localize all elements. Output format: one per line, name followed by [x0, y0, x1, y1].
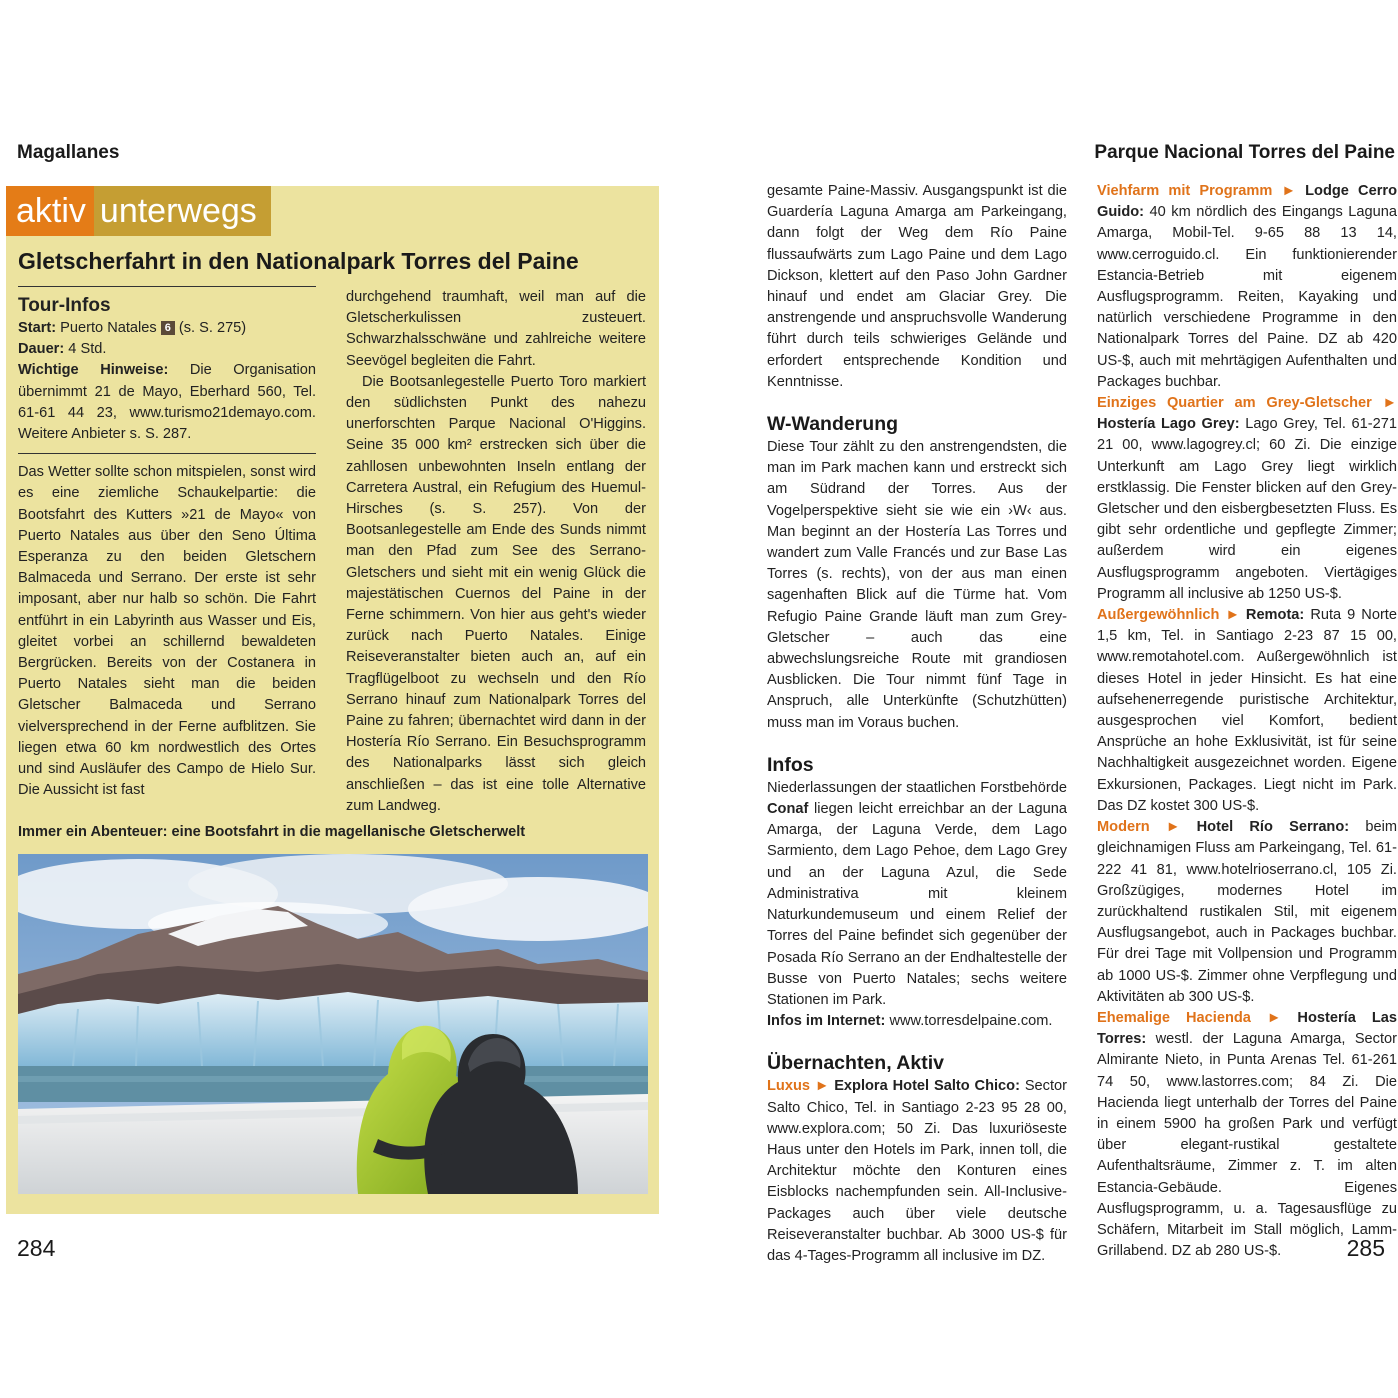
infos-text: [767, 778, 1067, 1011]
luxus-entry: [767, 1076, 1067, 1267]
entry-1-name: Lodge Cerro Guido:: [1097, 183, 1397, 221]
luxus-text: Sector Salto Chico, Tel. in Santiago 2-23 95 28 00, www.explora.com; 50 Zi. Das luxuriöseste Haus unter den Hotels im Park, innen toll, die Architektur möchte den Konturen eines Eisblocks nachempfunden sein. All-Inclusive-Packages auch über viele deutsche Reiseveranstalter buchbar. Ab 3000 US-$ für das 4-Tages-Programm all inclusive im DZ.: [767, 1078, 1068, 1264]
dauer-label: Dauer:: [18, 341, 65, 358]
glacier-boat-illustration: [18, 854, 648, 1194]
entry-5-label: Ehemalige Hacienda ►: [1097, 1009, 1282, 1026]
right-column-2: [1097, 181, 1397, 1262]
start-value: Puerto Natales: [60, 320, 157, 336]
luxus-name: Explora Hotel Salto Chico:: [834, 1078, 1020, 1095]
box-title: Gletscherfahrt in den Nationalpark Torres del Paine: [18, 248, 579, 274]
box-col1-paragraph: Das Wetter sollte schon mitspielen, sonst wird es eine ziemliche Schaukelpartie: die Bootsfahrt des Kutters »21 de Mayo« von Puerto Natales aus über den Seno Última Esperanza zu den beiden Gletschern Balmaceda und Serrano. Der erste ist sehr imposant, aber nur halb so schön. Die Fahrt entführt in ein Labyrinth aus Wasser und Eis, gleitet vorbei an schillernd bewaldeten Bergrücken. Bereits von der Costanera in Puerto Natales sieht man die beiden Gletscher Balmaceda und Serrano vielversprechend in der Ferne aufblitzen. Sie liegen etwa 60 km nordwestlich des Ortes und sind Ausläufer des Campo de Hielo Sur. Die Aussicht ist fast: [18, 464, 316, 799]
box-col2-paragraph-2: Die Bootsanlegestelle Puerto Toro markiert den südlichsten Punkt des nahezu unerforschten Parque Nacional O'Higgins. Seine 35 000 km² erstrecken sich über die zahllosen unbewohnten Inseln entlang der Carretera Austral, ein Refugium des Huemul-Hirsches (s. S. 257). Von der Bootsanlegestelle am Ende des Sunds nimmt man den Pfad zum See des Serrano-Gletschers und sieht mit ein wenig Glück die majestätischen Cuernos del Paine in der Ferne schimmern. Von hier aus geht's wieder zurück nach Puerto Natales. Einige Reiseveranstalter bieten auch an, auf ein Tragflügelboot zu wechseln und den Río Serrano hinauf zum Nationalpark Torres del Paine zu fahren; übernachtet wird dann in der Hostería Río Serrano. Ein Besuchsprogramm des Nationalparks lässt sich gleich anschließen – das ist eine tolle Alternative zum Landweg.: [346, 373, 646, 814]
page-number-right: 285: [1346, 1235, 1385, 1261]
entry-5-name: Hostería Las Torres:: [1097, 1009, 1397, 1048]
entry-2-text: Lago Grey, Tel. 61-271 21 00, www.lagogrey.cl; 60 Zi. Die einzige Unterkunft am Lago Grey liegt wirklich erstklassig. Die Fenster blicken auf den Grey-Gletscher und den eisbergbesetzten Fluss. Es gibt sehr ordentliche und gepflegte Zimmer; außerdem wird ein eigenes Ausflugsprogramm angeboten. Viertägiges Programm all inclusive ab 1250 US-$.: [1097, 416, 1397, 602]
glacier-photo: [18, 854, 648, 1194]
right-column-1: [767, 181, 1067, 1267]
tour-hinweise: [18, 360, 316, 445]
photo-caption: Immer ein Abenteuer: eine Bootsfahrt in die magellanische Gletscherwelt: [18, 824, 526, 840]
entry-4-label: Modern ►: [1097, 819, 1181, 836]
running-head-left: Magallanes: [17, 142, 120, 163]
entry-remota: [1097, 605, 1397, 817]
label-unterwegs: unterwegs: [94, 186, 271, 236]
w-wanderung-text: Diese Tour zählt zu den anstrengendsten, die man im Park machen kann und erstreckt sich am Südrand der Torres. Aus der Vogelperspektive sieht sie wie ein ›W‹ aus. Man beginnt an der Hostería Las Torres und wandert zum Valle Francés und zur Base Las Torres (s. rechts), von der aus man einen sagenhaften Blick auf die Türme hat. Vom Refugio Paine Grande läuft man zum Grey-Gletscher – auch das eine abwechslungsreiche Route mit grandiosen Ausblicken. Die Tour nimmt fünf Tage in Anspruch, alle Unterkünfte (Schutzhütten) muss man im Voraus buchen.: [767, 439, 1067, 731]
entry-lodge-cerro-guido: [1097, 181, 1397, 393]
entry-5-text: westl. der Laguna Amarga, Sector Almirante Nieto, in Punta Arenas Tel. 61-261 74 50, www.lastorres.com; 84 Zi. Die Hacienda liegt unterhalb der Torres del Paine in einem 5900 ha großen Park und verfügt über elegant-rustikal gestaltete Aufenthaltsräume, Zimmer z. T. im alten Estancia-Gebäude. Eigenes Ausflugsprogramm, u. a. Tagesausflüge zu Schäfern, Mitarbeit im Stall möglich, Lamm-Grillabend. DZ ab 280 US-$.: [1097, 1031, 1397, 1260]
entry-2-label: Einziges Quartier am Grey-Gletscher ►: [1097, 395, 1397, 412]
box-col2-paragraph-1: durchgehend traumhaft, weil man auf die Gletscherkulissen zusteuert. Schwarzhalsschwäne und zahlreiche weitere Seevögel begleiten die Fahrt.: [346, 289, 646, 369]
tour-dauer: [18, 339, 316, 360]
uebernachten-heading: Übernachten, Aktiv: [767, 1052, 944, 1075]
intro-paragraph: gesamte Paine-Massiv. Ausgangspunkt ist die Guardería Laguna Amarga am Parkeingang, dann folgt der Weg dem Río Paine flussaufwärts zum Lago Paine und dem Lago Dickson, klettert auf den Paso John Gardner hinauf und endet am Glaciar Grey. Die anstrengende und anspruchsvolle Wanderung führt durch teils schwieriges Gelände und erfordert entsprechende Kondition und Kenntnisse.: [767, 183, 1067, 390]
map-number-badge: 6: [161, 321, 175, 335]
entry-hosteria-las-torres: [1097, 1008, 1397, 1262]
conaf-name: Conaf: [767, 801, 809, 818]
luxus-label: Luxus ►: [767, 1078, 830, 1095]
infos-internet: [767, 1011, 1067, 1032]
entry-hotel-rio-serrano: [1097, 817, 1397, 1008]
entry-hosteria-lago-grey: [1097, 393, 1397, 605]
dauer-value: 4 Std.: [68, 341, 107, 358]
entry-4-name: Hotel Río Serrano:: [1196, 819, 1350, 836]
w-wanderung-heading: W-Wanderung: [767, 413, 899, 436]
box-column-2: [346, 287, 646, 817]
internet-label: Infos im Internet:: [767, 1013, 886, 1030]
entry-2-name: Hostería Lago Grey:: [1097, 416, 1240, 433]
entry-3-label: Außergewöhnlich ►: [1097, 607, 1240, 624]
infos-text-1: Niederlassungen der staatlichen Forstbehörde: [767, 779, 1067, 796]
internet-value: www.torresdelpaine.com.: [889, 1013, 1053, 1030]
tour-infos-heading: Tour-Infos: [18, 295, 111, 316]
aktiv-unterwegs-box: [6, 186, 659, 1214]
box-column-1: [18, 292, 316, 801]
start-ref: (s. S. 275): [178, 320, 247, 336]
infos-heading: Infos: [767, 753, 814, 776]
rule-top: [18, 286, 316, 287]
rule-tour-bottom: [18, 453, 316, 454]
entry-3-name: Remota:: [1245, 607, 1305, 624]
infos-text-2: liegen leicht erreichbar an der Laguna Amarga, der Laguna Verde, dem Lago Sarmiento, dem Lago Pehoe, dem Lago Grey und an der Laguna Azul, die Sede Administrativa mit kleinem Naturkundemuseum und einem Relief der Torres del Paine befindet sich gegenüber der Posada Río Serrano an der Endhaltestelle der Busse von Puerto Natales; sechs weitere Stationen im Park.: [767, 801, 1067, 1008]
running-head-right: Parque Nacional Torres del Paine: [1094, 142, 1395, 163]
label-aktiv: aktiv: [6, 186, 94, 236]
entry-1-label: Viehfarm mit Programm ►: [1097, 183, 1296, 199]
page-number-left: 284: [17, 1235, 56, 1261]
hinweise-value: Die Organisation übernimmt 21 de Mayo, Eberhard 560, Tel. 61-61 44 23, www.turismo21demayo.com. Weitere Anbieter s. S. 287.: [18, 362, 316, 443]
entry-1-text: 40 km nördlich des Eingangs Laguna Amarga, Mobil-Tel. 9-65 88 13 14, www.cerroguido.cl. Ein funktionierender Estancia-Betrieb mit eigenem Ausflugsprogramm. Reiten, Kayaking und natürlich verschiedene Programme in den Nationalpark Torres del Paine. DZ ab 420 US-$, auch mit mehrtägigen Aufenthalten und Packages buchbar.: [1097, 204, 1397, 390]
tour-start: [18, 318, 316, 339]
entry-4-text: beim gleichnamigen Fluss am Parkeingang, Tel. 61-222 41 81, www.hotelrioserrano.cl, 105 Zi. Großzügiges, modernes Hotel im zurückhaltend rustikalen Stil, mit eigenem Ausflugsangebot, auch in Packages buchbar. Für drei Tage mit Vollpension und Programm ab 1000 US-$. Zimmer ohne Verpflegung und Aktivitäten ab 300 US-$.: [1097, 819, 1398, 1005]
entry-3-text: Ruta 9 Norte 1,5 km, Tel. in Santiago 2-23 87 15 00, www.remotahotel.com. Außergewöhnlich ist dieses Hotel in jeder Hinsicht. Es hat eine aufsehenerregende puristische Architektur, ausgesprochen viel Komfort, bedient Ansprüche an hohe Exklusivität, ist für seine Nachhaltigkeit ausgezeichnet worden. Eigene Exkursionen, Packages. Liegt nicht im Park. Das DZ kostet 300 US-$.: [1097, 607, 1397, 814]
start-label: Start:: [18, 320, 57, 336]
hinweise-label: Wichtige Hinweise:: [18, 362, 169, 379]
aktiv-unterwegs-label: [6, 186, 271, 236]
